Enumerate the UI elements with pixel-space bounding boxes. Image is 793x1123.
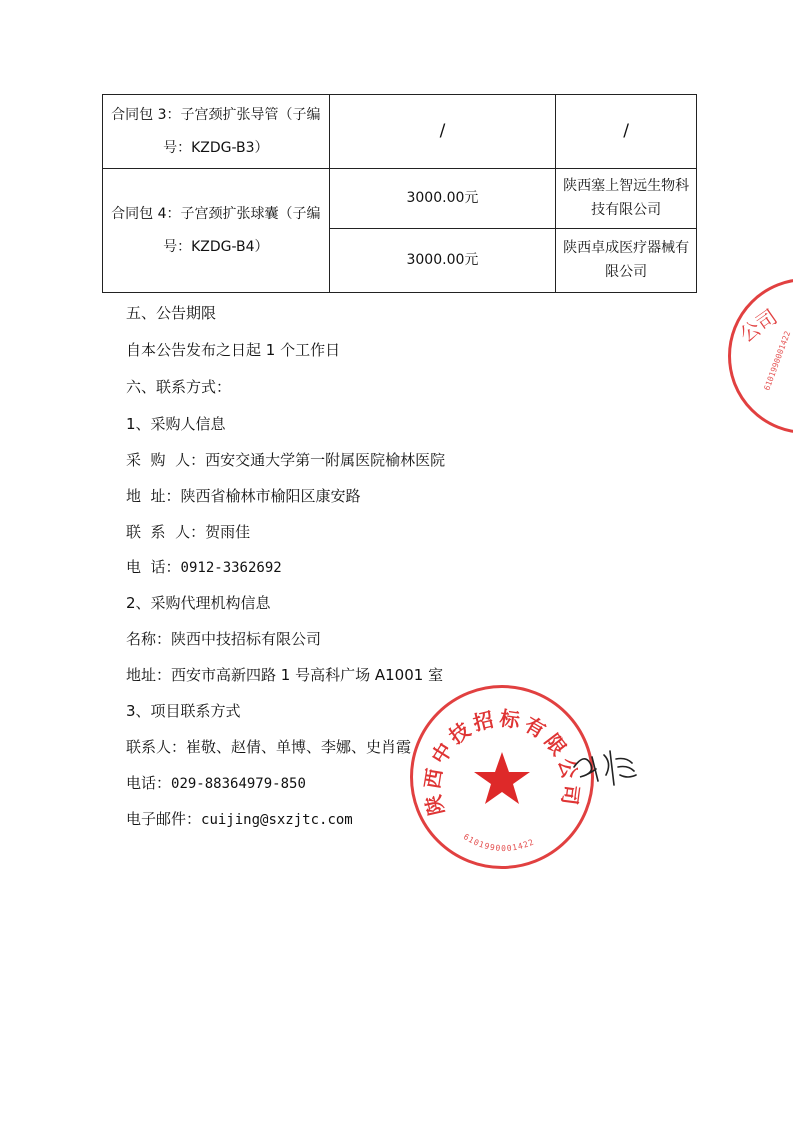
project-phone-label: 电话： [126,774,172,792]
buyer-name: 西安交通大学第一附属医院榆林医院 [205,451,446,469]
buyer-contact: 贺雨佳 [205,523,251,541]
agency-address-label: 地址： [126,666,172,684]
buyer-name-label: 采 购 人： [126,451,206,469]
supplier-cell: / [556,95,697,169]
seal-star-icon [474,752,530,804]
buyer-phone-label: 电 话： [126,558,181,576]
agency-name-line [126,628,321,649]
company-seal [410,685,594,869]
svg-text:陕西中技招标有限公司: 陕西中技招标有限公司 [419,706,584,818]
agency-name-label: 名称： [126,630,172,648]
svg-text:公司: 公司 [735,304,782,348]
contract-package-table [102,94,697,293]
seal-graphic [413,688,591,866]
table-row [103,95,697,169]
supplier-cell: 陕西塞上智远生物科技有限公司 [556,169,697,229]
project-contact-title: 3、项目联系方式 [126,702,241,720]
price-cell: 3000.00元 [329,169,556,229]
price-cell: 3000.00元 [329,229,556,293]
project-email-line [126,808,353,829]
project-contact: 崔敬、赵倩、单博、李娜、史肖霞 [186,738,412,756]
project-contact-label: 联系人： [126,738,187,756]
price-cell: / [329,95,556,169]
agency-address-line [126,664,443,685]
buyer-address: 陕西省榆林市榆阳区康安路 [180,487,361,505]
section-5-body: 自本公告发布之日起 1 个工作日 [126,341,341,359]
buyer-phone: 0912-3362692 [180,560,282,576]
project-phone: 029-88364979-850 [171,776,306,792]
buyer-address-label: 地 址： [126,487,181,505]
buyer-address-line [126,485,361,506]
package-cell: 合同包 4：子宫颈扩张球囊（子编号：KZDG-B4） [103,169,330,293]
section-5-title: 五、公告期限 [126,304,217,322]
agency-address: 西安市高新四路 1 号高科广场 A1001 室 [171,666,444,684]
buyer-contact-line [126,521,250,542]
agency-name: 陕西中技招标有限公司 [171,630,322,648]
package-cell: 合同包 3：子宫颈扩张导管（子编号：KZDG-B3） [103,95,330,169]
seal-partial-graphic [731,281,793,431]
svg-text:6101990001422: 6101990001422 [461,832,536,853]
section-6-title: 六、联系方式： [126,378,232,396]
buyer-phone-line [126,556,282,577]
buyer-name-line [126,449,445,470]
supplier-cell: 陕西卓成医疗器械有限公司 [556,229,697,293]
agency-info-title: 2、采购代理机构信息 [126,594,271,612]
company-seal-partial [728,278,793,434]
buyer-contact-label: 联 系 人： [126,523,206,541]
svg-text:6101990001422: 6101990001422 [762,329,793,392]
buyer-info-title: 1、采购人信息 [126,415,226,433]
handwritten-signature [570,745,640,790]
project-email-label: 电子邮件： [126,810,202,828]
project-contact-line [126,736,411,757]
table-row [103,169,697,229]
project-phone-line [126,772,306,793]
project-email: cuijing@sxzjtc.com [201,812,353,828]
